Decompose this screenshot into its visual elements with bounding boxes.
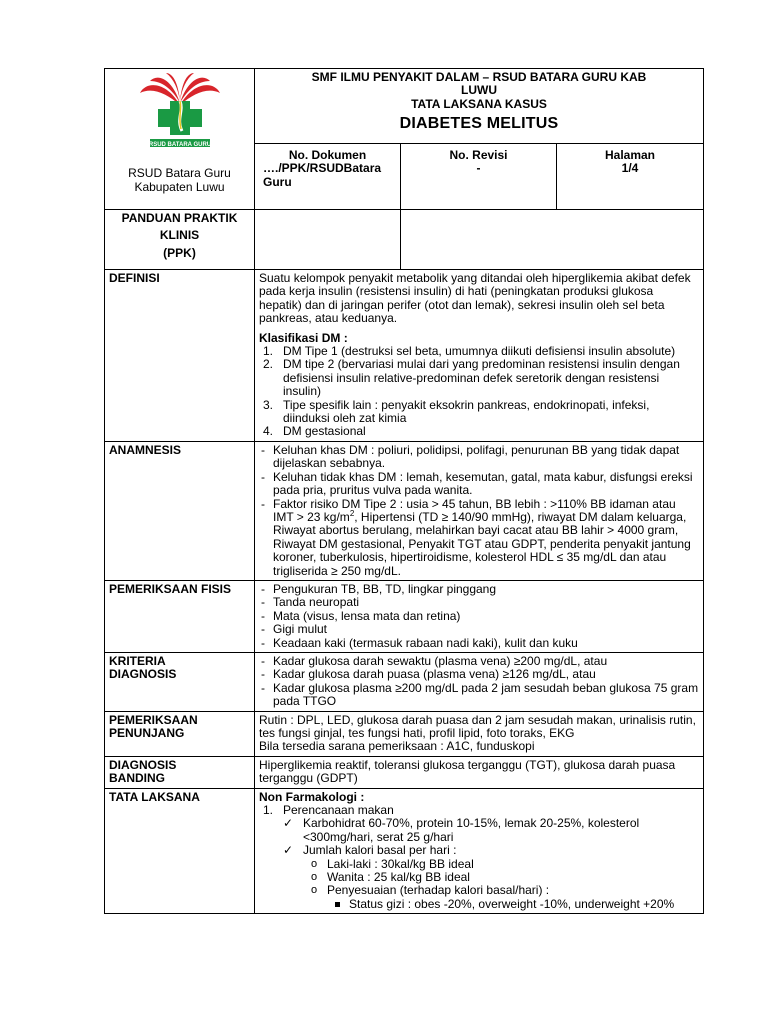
fisis-content bbox=[255, 580, 704, 652]
list-item: - Tanda neuropati bbox=[259, 596, 699, 609]
penunjang-label: PEMERIKSAAN PENUNJANG bbox=[105, 711, 255, 756]
revision-label: No. Revisi bbox=[449, 148, 508, 162]
logo-text: RSUD BATARA GURU bbox=[148, 142, 211, 148]
banding-content: Hiperglikemia reaktif, toleransi glukosa terganggu (TGT), glukosa darah puasa terganggu (GDPT) bbox=[255, 756, 704, 788]
penyesuaian-list bbox=[327, 898, 699, 911]
kalori-list bbox=[303, 858, 699, 912]
fisis-list bbox=[259, 583, 699, 650]
revision-value: - bbox=[476, 161, 481, 176]
anamnesis-label: ANAMNESIS bbox=[105, 441, 255, 580]
list-item: - Kadar glukosa darah sewaktu (plasma vena) ≥200 mg/dL, atau bbox=[259, 655, 699, 668]
logo-caption-line2: Kabupaten Luwu bbox=[134, 180, 225, 195]
list-item: - Gigi mulut bbox=[259, 623, 699, 636]
tatalaksana-label: TATA LAKSANA bbox=[105, 788, 255, 914]
anamnesis-content bbox=[255, 441, 704, 580]
penunjang-text2: Bila tersedia sarana pemeriksaan : A1C, funduskopi bbox=[259, 739, 535, 754]
page-label: Halaman bbox=[604, 148, 656, 162]
banding-label: DIAGNOSIS BANDING bbox=[105, 756, 255, 788]
document-page bbox=[104, 68, 703, 914]
logo-caption bbox=[109, 166, 250, 194]
list-item: 4. DM gestasional bbox=[263, 424, 366, 439]
tatalaksana-content bbox=[255, 788, 704, 914]
doc-number-value: …./PPK/RSUDBatara Guru bbox=[263, 161, 382, 189]
kriteria-list bbox=[259, 655, 699, 709]
list-item: o Wanita : 25 kal/kg BB ideal bbox=[311, 871, 699, 884]
penunjang-text1: Rutin : DPL, LED, glukosa darah puasa dan 2 jam sesudah makan, urinalisis rutin, tes fungsi ginjal, tes fungsi hati, profil lipid, foto toraks, EKG bbox=[259, 712, 696, 740]
list-item: ✓ Jumlah kalori basal per hari : o Laki-laki : 30kal/kg BB ideal o Wanita : 25 kal/kg BB ideal o Penyesuaian (terhadap kalori basal/hari) : Status gizi : obes -20%, overweight -10%, underweight +20% bbox=[283, 844, 699, 911]
revision-cell bbox=[401, 144, 557, 210]
check-icon: ✓ bbox=[283, 816, 294, 831]
list-item: 1. Perencanaan makan bbox=[263, 803, 394, 818]
ppk-line2: KLINIS bbox=[159, 228, 200, 243]
list-item: - Pengukuran TB, BB, TD, lingkar pinggang bbox=[259, 583, 699, 596]
check-icon: ✓ bbox=[283, 843, 294, 858]
list-item: Status gizi : obes -20%, overweight -10%, underweight +20% bbox=[333, 898, 699, 911]
page-value: 1/4 bbox=[621, 161, 639, 176]
tatalaksana-list bbox=[259, 804, 699, 817]
list-item: - Kadar glukosa plasma ≥200 mg/dL pada 2 jam sesudah beban glukosa 75 gram pada TTGO bbox=[259, 682, 699, 709]
list-item: 3. Tipe spesifik lain : penyakit eksokrin pankreas, endokrinopati, infeksi, diinduksi oleh zat kimia bbox=[263, 397, 650, 426]
list-item: - Keluhan khas DM : poliuri, polidipsi, polifagi, penurunan BB yang tidak dapat dijelaskan sebabnya. bbox=[259, 444, 699, 471]
page-cell bbox=[557, 144, 704, 210]
fisis-label: PEMERIKSAAN FISIS bbox=[105, 580, 255, 652]
definisi-text: Suatu kelompok penyakit metabolik yang ditandai oleh hiperglikemia akibat defek pada kerja insulin (resistensi insulin) di hati (peningkatan produksi glukosa hepatik) dan di jaringan perifer (otot dan lemak), sekresi insulin oleh sel beta pankreas, atau keduanya. bbox=[259, 271, 691, 326]
ppk-table bbox=[104, 68, 704, 914]
list-item: - Mata (visus, lensa mata dan retina) bbox=[259, 610, 699, 623]
list-item: - Faktor risiko DM Tipe 2 : usia > 45 tahun, BB lebih : >110% BB idaman atau IMT > 23 $kg/m^2$, Hipertensi (TD ≥ 140/90 mmHg), riwayat DM dalam keluarga, Riwayat abortus berulang, melahirkan bayi cacat atau BB lahir > 4000 gram, Riwayat DM gestasional, Penyakit TGT atau GDPT, penderita penyakit jantung koroner, tuberkulosis, hipertiroidisme, kolesterol HDL ≤ 35 mg/dL dan atau trigliserida ≥ 250 mg/dL. bbox=[259, 498, 699, 578]
ppk-line1: PANDUAN PRAKTIK bbox=[121, 211, 238, 225]
list-item: - Keluhan tidak khas DM : lemah, kesemutan, gatal, mata kabur, disfungsi ereksi pada pria, pruritus vulva pada wanita. bbox=[259, 471, 699, 498]
doc-number-cell bbox=[255, 144, 401, 210]
penunjang-content bbox=[255, 711, 704, 756]
klasifikasi-list bbox=[259, 345, 699, 439]
ppk-line3: (PPK) bbox=[163, 245, 196, 260]
list-item: - Kadar glukosa darah puasa (plasma vena) ≥126 mg/dL, atau bbox=[259, 668, 699, 681]
definisi-content bbox=[255, 270, 704, 442]
list-item: 1. DM Tipe 1 (destruksi sel beta, umumnya diikuti defisiensi insulin absolute) bbox=[263, 344, 676, 359]
list-item: ✓ Karbohidrat 60-70%, protein 10-15%, lemak 20-25%, kolesterol <300mg/hari, serat 25 g/hari bbox=[283, 816, 640, 844]
list-item: o Penyesuaian (terhadap kalori basal/hari) : Status gizi : obes -20%, overweight -10%, underweight +20% bbox=[311, 884, 699, 911]
empty-cell-1 bbox=[255, 210, 401, 270]
empty-cell-2 bbox=[401, 210, 704, 270]
definisi-label: DEFINISI bbox=[105, 270, 255, 442]
document-title: DIABETES MELITUS bbox=[399, 115, 559, 133]
list-item: - Keadaan kaki (termasuk rabaan nadi kaki), kulit dan kuku bbox=[259, 637, 699, 650]
document-subtitle: TATA LAKSANA KASUS bbox=[411, 96, 547, 111]
anamnesis-list bbox=[259, 444, 699, 578]
header-title-cell bbox=[255, 69, 704, 144]
doc-number-label: No. Dokumen bbox=[288, 148, 367, 162]
logo-cell bbox=[105, 69, 255, 210]
non-farmakologi-title: Non Farmakologi : bbox=[259, 789, 365, 804]
hospital-line: SMF ILMU PENYAKIT DALAM – RSUD BATARA GURU KAB LUWU bbox=[311, 70, 647, 98]
hospital-logo-icon bbox=[136, 71, 224, 149]
check-list bbox=[259, 817, 699, 911]
list-item: 2. DM tipe 2 (bervariasi mulai dari yang predominan resistensi insulin dengan defisiensi insulin relative-predominan defek seretorik dengan resistensi insulin) bbox=[263, 357, 680, 399]
logo-caption-line1: RSUD Batara Guru bbox=[128, 166, 231, 181]
klasifikasi-title: Klasifikasi DM : bbox=[259, 330, 348, 345]
kriteria-content bbox=[255, 652, 704, 711]
ppk-cell bbox=[105, 210, 255, 270]
kriteria-label: KRITERIA DIAGNOSIS bbox=[105, 652, 255, 711]
list-item: o Laki-laki : 30kal/kg BB ideal bbox=[311, 858, 699, 871]
